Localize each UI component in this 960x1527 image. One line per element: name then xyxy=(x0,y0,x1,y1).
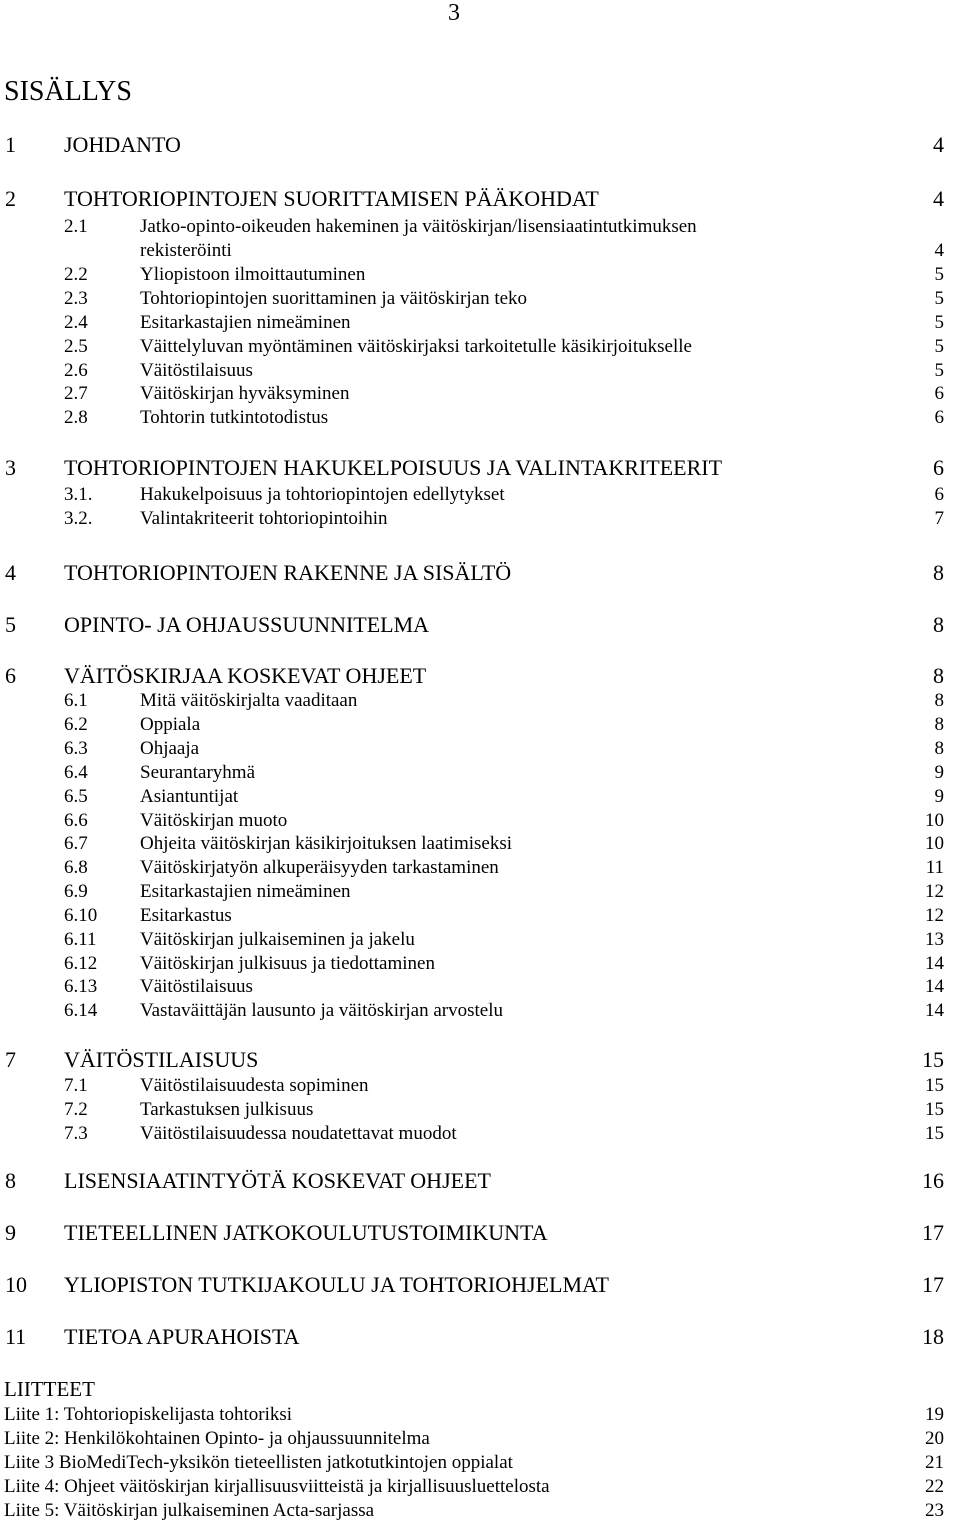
section-title: Väittelyluvan myöntäminen väitöskirjaksi tarkoitetulle käsikirjoitukselle xyxy=(140,336,692,357)
section-number: 2.6 xyxy=(64,360,88,381)
page-ref: 5 xyxy=(934,336,944,357)
toc-entry xyxy=(0,187,960,211)
section-title: Väitöstilaisuus xyxy=(140,976,253,997)
appendix-title: Liite 5: Väitöskirjan julkaiseminen Acta-sarjassa xyxy=(4,1500,375,1521)
section-number: 2.7 xyxy=(64,383,88,404)
section-number: 2.4 xyxy=(64,312,88,333)
section-title: Väitöskirjatyön alkuperäisyyden tarkastaminen xyxy=(140,857,499,878)
section-number: 6.11 xyxy=(64,929,97,950)
page-title: SISÄLLYS xyxy=(4,76,132,107)
section-title: JOHDANTO xyxy=(64,132,181,157)
page-ref: 17 xyxy=(922,1220,944,1245)
page-ref: 5 xyxy=(934,312,944,333)
toc-entry xyxy=(0,336,960,360)
section-number: 9 xyxy=(5,1220,16,1245)
page-ref: 8 xyxy=(933,560,944,585)
section-title: Yliopistoon ilmoittautuminen xyxy=(140,264,366,285)
page-ref: 16 xyxy=(922,1168,944,1193)
toc-entry xyxy=(0,953,960,977)
section-title: Asiantuntijat xyxy=(140,786,239,807)
toc-entry xyxy=(0,762,960,786)
toc-entry xyxy=(0,1221,960,1245)
page-ref: 21 xyxy=(925,1452,944,1473)
section-number: 2.3 xyxy=(64,288,88,309)
section-number: 6.12 xyxy=(64,953,98,974)
page-ref: 15 xyxy=(925,1099,944,1120)
page-ref: 5 xyxy=(934,360,944,381)
toc-entry xyxy=(0,1325,960,1349)
appendix-entry xyxy=(0,1500,960,1524)
page-ref: 14 xyxy=(925,976,944,997)
toc-entry xyxy=(0,1123,960,1147)
section-title: Mitä väitöskirjalta vaaditaan xyxy=(140,690,358,711)
section-title: Ohjaaja xyxy=(140,738,200,759)
toc-entry xyxy=(0,929,960,953)
page-ref: 9 xyxy=(934,762,944,783)
appendix-entry xyxy=(0,1404,960,1428)
toc-entry xyxy=(0,690,960,714)
page-ref: 6 xyxy=(934,484,944,505)
page-ref: 23 xyxy=(925,1500,944,1521)
page-ref: 9 xyxy=(934,786,944,807)
toc-entry xyxy=(0,561,960,585)
toc-entry xyxy=(0,786,960,810)
toc-entry xyxy=(0,810,960,834)
toc-entry xyxy=(0,881,960,905)
page-ref: 4 xyxy=(933,186,944,211)
section-number: 6.10 xyxy=(64,905,98,926)
section-number: 2.1 xyxy=(64,216,88,237)
section-title: Väitöskirjan hyväksyminen xyxy=(140,383,350,404)
page-ref: 15 xyxy=(922,1047,944,1072)
page-ref: 5 xyxy=(934,288,944,309)
section-number: 11 xyxy=(5,1324,27,1349)
section-title: TOHTORIOPINTOJEN SUORITTAMISEN PÄÄKOHDAT xyxy=(64,186,599,211)
section-number: 6.14 xyxy=(64,1000,98,1021)
page-ref: 17 xyxy=(922,1272,944,1297)
appendix-entry xyxy=(0,1428,960,1452)
section-number: 5 xyxy=(5,612,16,637)
page-ref: 15 xyxy=(925,1123,944,1144)
toc-entry xyxy=(0,738,960,762)
page-ref: 10 xyxy=(925,833,944,854)
section-number: 2.5 xyxy=(64,336,88,357)
section-number: 8 xyxy=(5,1168,16,1193)
section-number: 7.3 xyxy=(64,1123,88,1144)
section-title: Väitöstilaisuudessa noudatettavat muodot xyxy=(140,1123,457,1144)
toc-entry xyxy=(0,288,960,312)
toc-entry xyxy=(0,264,960,288)
page-ref: 8 xyxy=(934,690,944,711)
section-number: 2.2 xyxy=(64,264,88,285)
section-number: 3.2. xyxy=(64,508,93,529)
section-title: Esitarkastajien nimeäminen xyxy=(140,881,351,902)
section-number: 6.9 xyxy=(64,881,88,902)
toc-entry xyxy=(0,613,960,637)
section-number: 6.6 xyxy=(64,810,88,831)
section-number: 1 xyxy=(5,132,16,157)
section-number: 6.13 xyxy=(64,976,98,997)
section-title: Väitöstilaisuus xyxy=(140,360,253,381)
page-ref: 8 xyxy=(934,714,944,735)
toc-entry xyxy=(0,1099,960,1123)
page-ref: 22 xyxy=(925,1476,944,1497)
toc-entry xyxy=(0,833,960,857)
toc-entry xyxy=(0,1075,960,1099)
section-number: 4 xyxy=(5,560,16,585)
section-title: Tarkastuksen julkisuus xyxy=(140,1099,314,1120)
toc-entry xyxy=(0,714,960,738)
page-ref: 6 xyxy=(934,383,944,404)
page-ref: 6 xyxy=(933,455,944,480)
section-title: Väitöskirjan julkisuus ja tiedottaminen xyxy=(140,953,435,974)
page-ref: 15 xyxy=(925,1075,944,1096)
page-ref: 7 xyxy=(934,508,944,529)
section-title: TOHTORIOPINTOJEN HAKUKELPOISUUS JA VALINTAKRITEERIT xyxy=(64,455,723,480)
section-title: Vastaväittäjän lausunto ja väitöskirjan arvostelu xyxy=(140,1000,504,1021)
section-title: Esitarkastus xyxy=(140,905,232,926)
page-ref: 10 xyxy=(925,810,944,831)
toc-entry xyxy=(0,216,960,240)
section-title: TIETEELLINEN JATKOKOULUTUSTOIMIKUNTA xyxy=(64,1220,548,1245)
toc-entry xyxy=(0,312,960,336)
section-number: 7 xyxy=(5,1047,16,1072)
appendix-title: Liite 4: Ohjeet väitöskirjan kirjallisuusviitteistä ja kirjallisuusluettelosta xyxy=(4,1476,550,1497)
toc-entry xyxy=(0,484,960,508)
page-ref: 4 xyxy=(934,240,944,261)
section-title: Seurantaryhmä xyxy=(140,762,256,783)
section-title: Väitöstilaisuudesta sopiminen xyxy=(140,1075,369,1096)
section-title: Valintakriteerit tohtoriopintoihin xyxy=(140,508,388,529)
appendix-heading: LIITTEET xyxy=(4,1377,95,1401)
section-title: Hakukelpoisuus ja tohtoriopintojen edellytykset xyxy=(140,484,505,505)
toc-entry xyxy=(0,664,960,688)
page-ref: 4 xyxy=(933,132,944,157)
page-ref: 20 xyxy=(925,1428,944,1449)
page-ref: 5 xyxy=(934,264,944,285)
section-number: 7.2 xyxy=(64,1099,88,1120)
page-ref: 13 xyxy=(925,929,944,950)
toc-entry xyxy=(0,240,960,264)
section-title: rekisteröinti xyxy=(140,240,232,261)
section-number: 6 xyxy=(5,663,16,688)
section-number: 6.7 xyxy=(64,833,88,854)
toc-entry xyxy=(0,1048,960,1072)
toc-entry xyxy=(0,133,960,157)
section-number: 3 xyxy=(5,455,16,480)
page-ref: 6 xyxy=(934,407,944,428)
page-ref: 8 xyxy=(933,612,944,637)
page-ref: 14 xyxy=(925,1000,944,1021)
toc-entry xyxy=(0,407,960,431)
section-title: Väitöskirjan julkaiseminen ja jakelu xyxy=(140,929,415,950)
appendix-title: Liite 2: Henkilökohtainen Opinto- ja ohjaussuunnitelma xyxy=(4,1428,430,1449)
section-number: 6.1 xyxy=(64,690,88,711)
section-title: YLIOPISTON TUTKIJAKOULU JA TOHTORIOHJELMAT xyxy=(64,1272,609,1297)
section-title: Väitöskirjan muoto xyxy=(140,810,288,831)
section-title: TOHTORIOPINTOJEN RAKENNE JA SISÄLTÖ xyxy=(64,560,512,585)
toc-entry xyxy=(0,857,960,881)
section-title: VÄITÖSKIRJAA KOSKEVAT OHJEET xyxy=(64,663,427,688)
toc-entry xyxy=(0,905,960,929)
appendix-title: Liite 1: Tohtoriopiskelijasta tohtoriksi xyxy=(4,1404,293,1425)
section-title: TIETOA APURAHOISTA xyxy=(64,1324,300,1349)
page-ref: 8 xyxy=(934,738,944,759)
toc-entry xyxy=(0,360,960,384)
page-ref: 18 xyxy=(922,1324,944,1349)
section-title: VÄITÖSTILAISUUS xyxy=(64,1047,259,1072)
page-ref: 11 xyxy=(925,857,944,878)
appendix-entry xyxy=(0,1452,960,1476)
section-number: 2 xyxy=(5,186,16,211)
section-title: LISENSIAATINTYÖTÄ KOSKEVAT OHJEET xyxy=(64,1168,491,1193)
section-number: 6.4 xyxy=(64,762,88,783)
section-number: 2.8 xyxy=(64,407,88,428)
page-ref: 19 xyxy=(925,1404,944,1425)
section-number: 6.3 xyxy=(64,738,88,759)
section-title: Jatko-opinto-oikeuden hakeminen ja väitöskirjan/lisensiaatintutkimuksen xyxy=(140,216,697,237)
toc-entry xyxy=(0,1169,960,1193)
section-number: 6.8 xyxy=(64,857,88,878)
toc-entry xyxy=(0,976,960,1000)
page-ref: 14 xyxy=(925,953,944,974)
appendix-title: Liite 3 BioMediTech-yksikön tieteellisten jatkotutkintojen oppialat xyxy=(4,1452,513,1473)
section-title: Tohtoriopintojen suorittaminen ja väitöskirjan teko xyxy=(140,288,528,309)
section-title: Esitarkastajien nimeäminen xyxy=(140,312,351,333)
section-number: 6.5 xyxy=(64,786,88,807)
page-ref: 12 xyxy=(925,881,944,902)
appendix-entry xyxy=(0,1476,960,1500)
section-title: OPINTO- JA OHJAUSSUUNNITELMA xyxy=(64,612,430,637)
page-ref: 12 xyxy=(925,905,944,926)
section-number: 10 xyxy=(5,1272,27,1297)
toc-entry xyxy=(0,383,960,407)
toc-entry xyxy=(0,456,960,480)
page-number: 3 xyxy=(448,0,460,26)
section-title: Tohtorin tutkintotodistus xyxy=(140,407,329,428)
section-number: 3.1. xyxy=(64,484,93,505)
toc-entry xyxy=(0,1000,960,1024)
toc-entry xyxy=(0,508,960,532)
section-number: 6.2 xyxy=(64,714,88,735)
page-ref: 8 xyxy=(933,663,944,688)
toc-entry xyxy=(0,1273,960,1297)
section-title: Ohjeita väitöskirjan käsikirjoituksen laatimiseksi xyxy=(140,833,513,854)
section-title: Oppiala xyxy=(140,714,201,735)
section-number: 7.1 xyxy=(64,1075,88,1096)
